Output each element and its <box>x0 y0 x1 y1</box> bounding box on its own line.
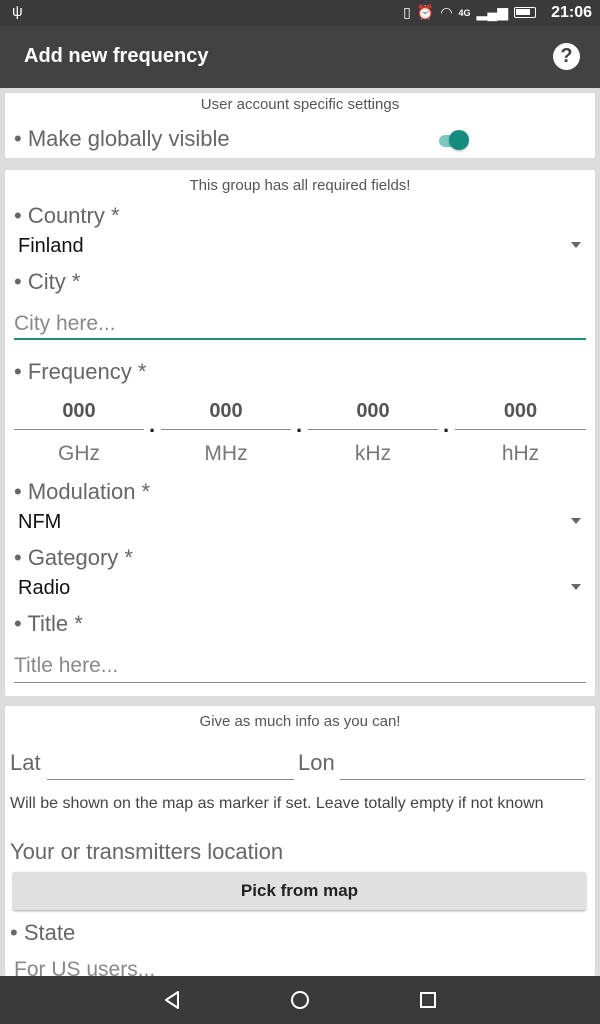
frequency-unit-khz: kHz <box>354 442 392 465</box>
frequency-separator: . <box>149 412 156 437</box>
frequency-hhz-input[interactable]: 000 <box>455 396 586 430</box>
lon-label: Lon <box>298 750 335 775</box>
state-label: • State <box>10 920 76 945</box>
title-label: • Title * <box>14 611 83 636</box>
app-bar <box>0 26 600 88</box>
optional-info-card <box>5 706 595 976</box>
frequency-label: • Frequency * <box>14 359 147 384</box>
city-input[interactable]: City here... <box>14 312 116 335</box>
lat-input[interactable] <box>47 778 294 780</box>
modulation-chevron-down-icon[interactable] <box>571 518 581 524</box>
alarm-icon: ⏰ <box>416 4 435 20</box>
frequency-unit-mhz: MHz <box>204 442 248 465</box>
recents-icon[interactable] <box>416 988 440 1012</box>
lon-input[interactable] <box>340 778 585 780</box>
city-input-underline <box>14 338 586 340</box>
required-fields-header: This group has all required fields! <box>189 177 411 194</box>
lat-label: Lat <box>10 750 41 775</box>
map-hint-text: Will be shown on the map as marker if set. Leave totally empty if not known <box>10 795 544 812</box>
country-label: • Country * <box>14 203 120 228</box>
frequency-unit-ghz: GHz <box>58 442 100 465</box>
country-select[interactable]: Finland <box>18 235 84 257</box>
frequency-separator: . <box>296 412 303 437</box>
page-title: Add new frequency <box>24 45 209 67</box>
city-label: • City * <box>14 269 81 294</box>
modulation-label: • Modulation * <box>14 479 151 504</box>
back-icon[interactable] <box>160 988 184 1012</box>
network-type-label: 4G <box>458 7 471 18</box>
country-chevron-down-icon[interactable] <box>571 242 581 248</box>
pick-from-map-button[interactable]: Pick from map <box>13 872 586 910</box>
frequency-unit-hhz: hHz <box>501 442 540 465</box>
home-icon[interactable] <box>288 988 312 1012</box>
toggle-knob <box>449 130 469 150</box>
navigation-bar <box>0 976 600 1024</box>
make-visible-toggle[interactable] <box>435 129 471 151</box>
title-input[interactable]: Title here... <box>14 654 119 677</box>
vibrate-icon: ▯ <box>403 4 411 20</box>
category-select[interactable]: Radio <box>18 577 71 599</box>
wifi-icon: ◠ <box>440 4 453 20</box>
account-settings-header: User account specific settings <box>200 96 400 113</box>
state-input[interactable]: For US users... <box>14 958 156 976</box>
optional-info-header: Give as much info as you can! <box>199 713 401 730</box>
account-settings-card <box>5 93 595 158</box>
location-label: Your or transmitters location <box>10 839 284 864</box>
category-label: • Gategory * <box>14 545 133 570</box>
status-icons <box>403 4 536 21</box>
frequency-ghz-input[interactable]: 000 <box>14 396 144 430</box>
help-icon[interactable]: ? <box>553 43 580 70</box>
usb-icon: ψ <box>12 3 23 20</box>
signal-icon: ▂▄▆ <box>476 4 508 20</box>
modulation-select[interactable]: NFM <box>18 511 62 533</box>
frequency-separator: . <box>443 412 450 437</box>
make-visible-label: • Make globally visible <box>14 126 230 151</box>
required-fields-card <box>5 170 595 696</box>
frequency-khz-input[interactable]: 000 <box>308 396 438 430</box>
clock: 21:06 <box>551 4 592 21</box>
status-bar <box>0 0 600 26</box>
title-input-underline <box>14 682 586 683</box>
frequency-mhz-input[interactable]: 000 <box>161 396 291 430</box>
category-chevron-down-icon[interactable] <box>571 584 581 590</box>
battery-icon <box>514 7 536 18</box>
